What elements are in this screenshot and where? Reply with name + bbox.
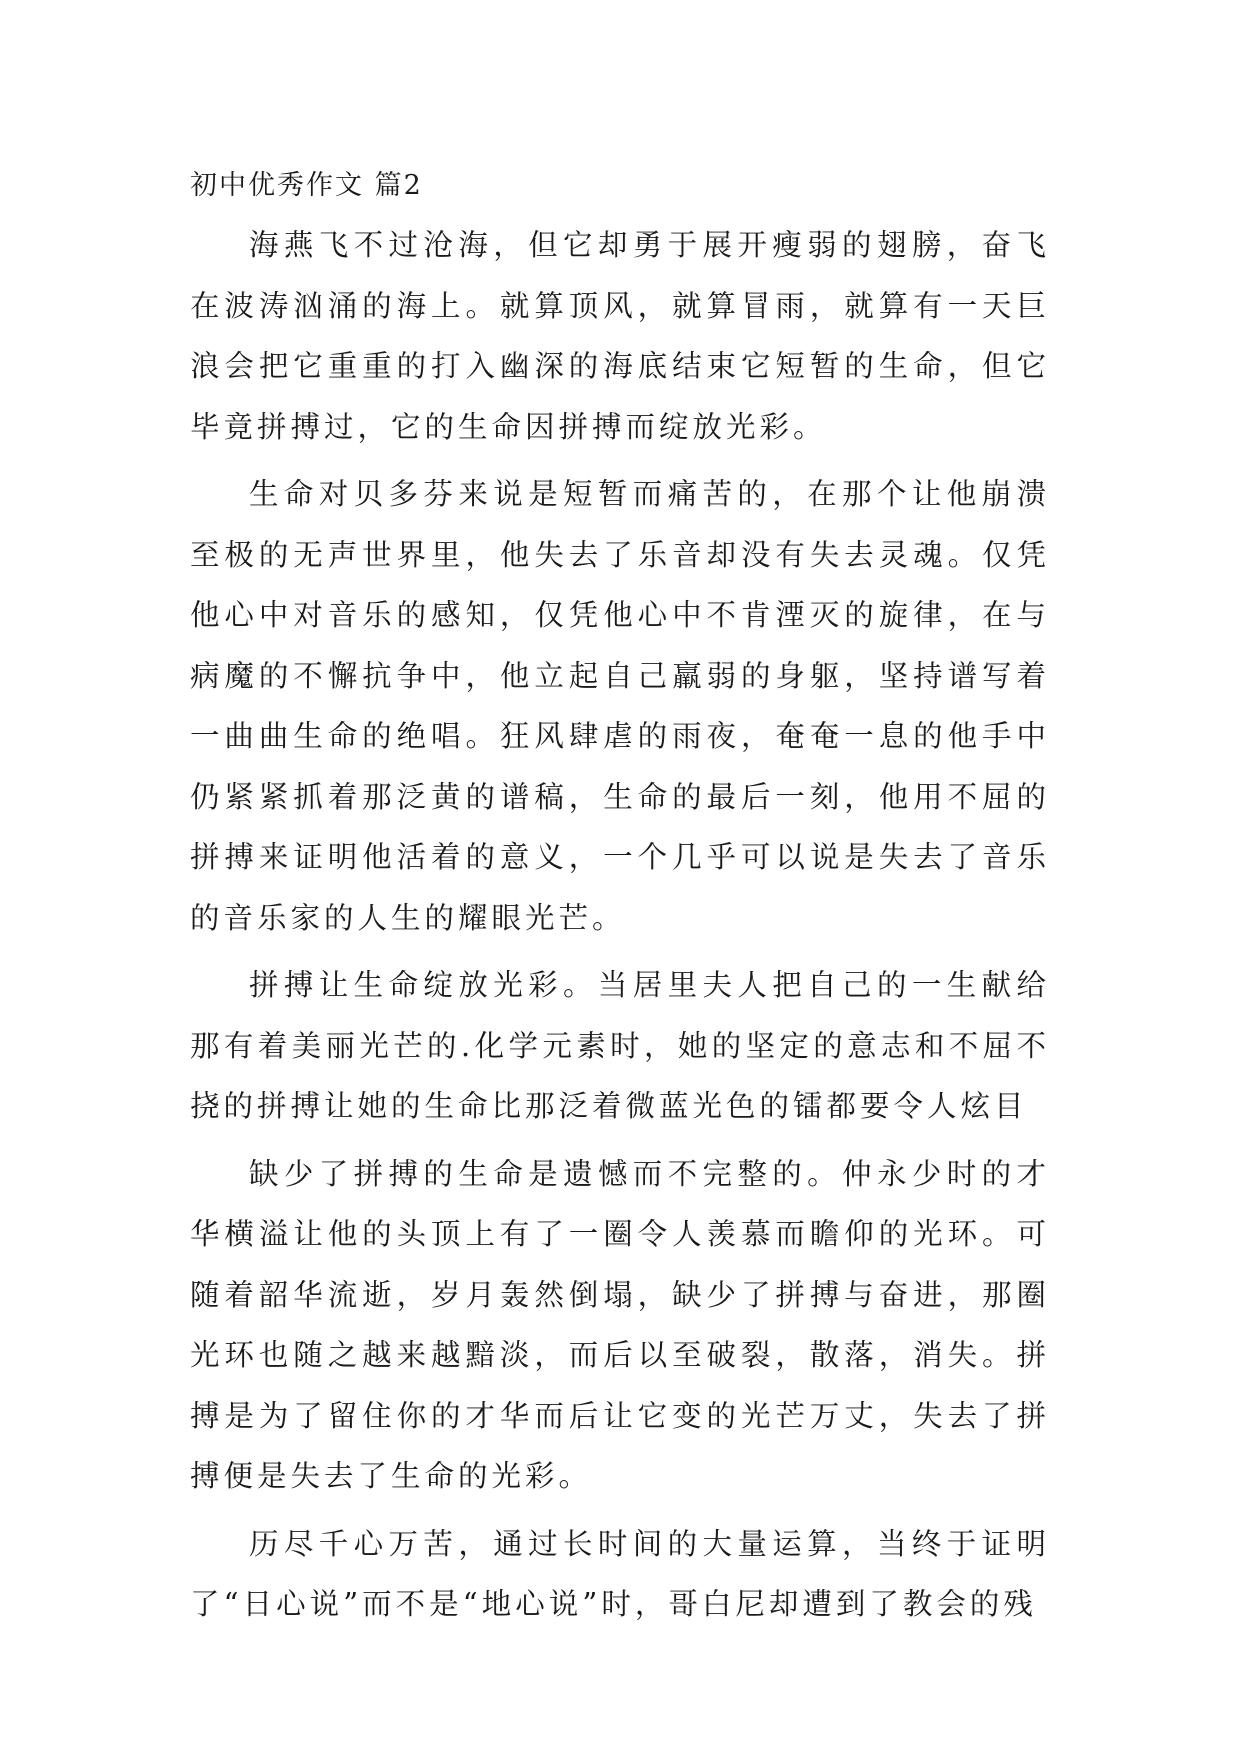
- paragraph-copernicus: 历尽千心万苦，通过长时间的大量运算，当终于证明了“日心说”而不是“地心说”时，哥白尼却遭到了教会的残: [190, 1526, 1050, 1621]
- paragraph-curie: 拼搏让生命绽放光彩。当居里夫人把自己的一生献给那有着美丽光芒的.化学元素时，她的坚定的意志和不屈不挠的拼搏让她的生命比那泛着微蓝光色的镭都要令人炫目: [190, 968, 1050, 1123]
- paragraph-beethoven: 生命对贝多芬来说是短暂而痛苦的，在那个让他崩溃至极的无声世界里，他失去了乐音却没有失去灵魂。仅凭他心中对音乐的感知，仅凭他心中不肯湮灭的旋律，在与病魔的不懈抗争中，他立起自己羸弱的身躯，坚持谱写着一曲曲生命的绝唱。狂风肆虐的雨夜，奄奄一息的他手中仍紧紧抓着那泛黄的谱稿，生命的最后一刻，他用不屈的拼搏来证明他活着的意义，一个几乎可以说是失去了音乐的音乐家的人生的耀眼光芒。: [190, 477, 1050, 935]
- paragraph-zhongyong: 缺少了拼搏的生命是遗憾而不完整的。仲永少时的才华横溢让他的头顶上有了一圈令人羡慕而瞻仰的光环。可随着韶华流逝，岁月轰然倒塌，缺少了拼搏与奋进，那圈光环也随之越来越黯淡，而后以至破裂，散落，消失。拼搏是为了留住你的才华而后让它变的光芒万丈，失去了拼搏便是失去了生命的光彩。: [190, 1156, 1050, 1493]
- document-heading: 初中优秀作文 篇2: [190, 170, 423, 201]
- paragraph-seagull: 海燕飞不过沧海，但它却勇于展开瘦弱的翅膀，奋飞在波涛汹涌的海上。就算顶风，就算冒雨，就算有一天巨浪会把它重重的打入幽深的海底结束它短暂的生命，但它毕竟拼搏过，它的生命因拼搏而绽放光彩。: [190, 228, 1050, 444]
- document-page: [190, 166, 1050, 1642]
